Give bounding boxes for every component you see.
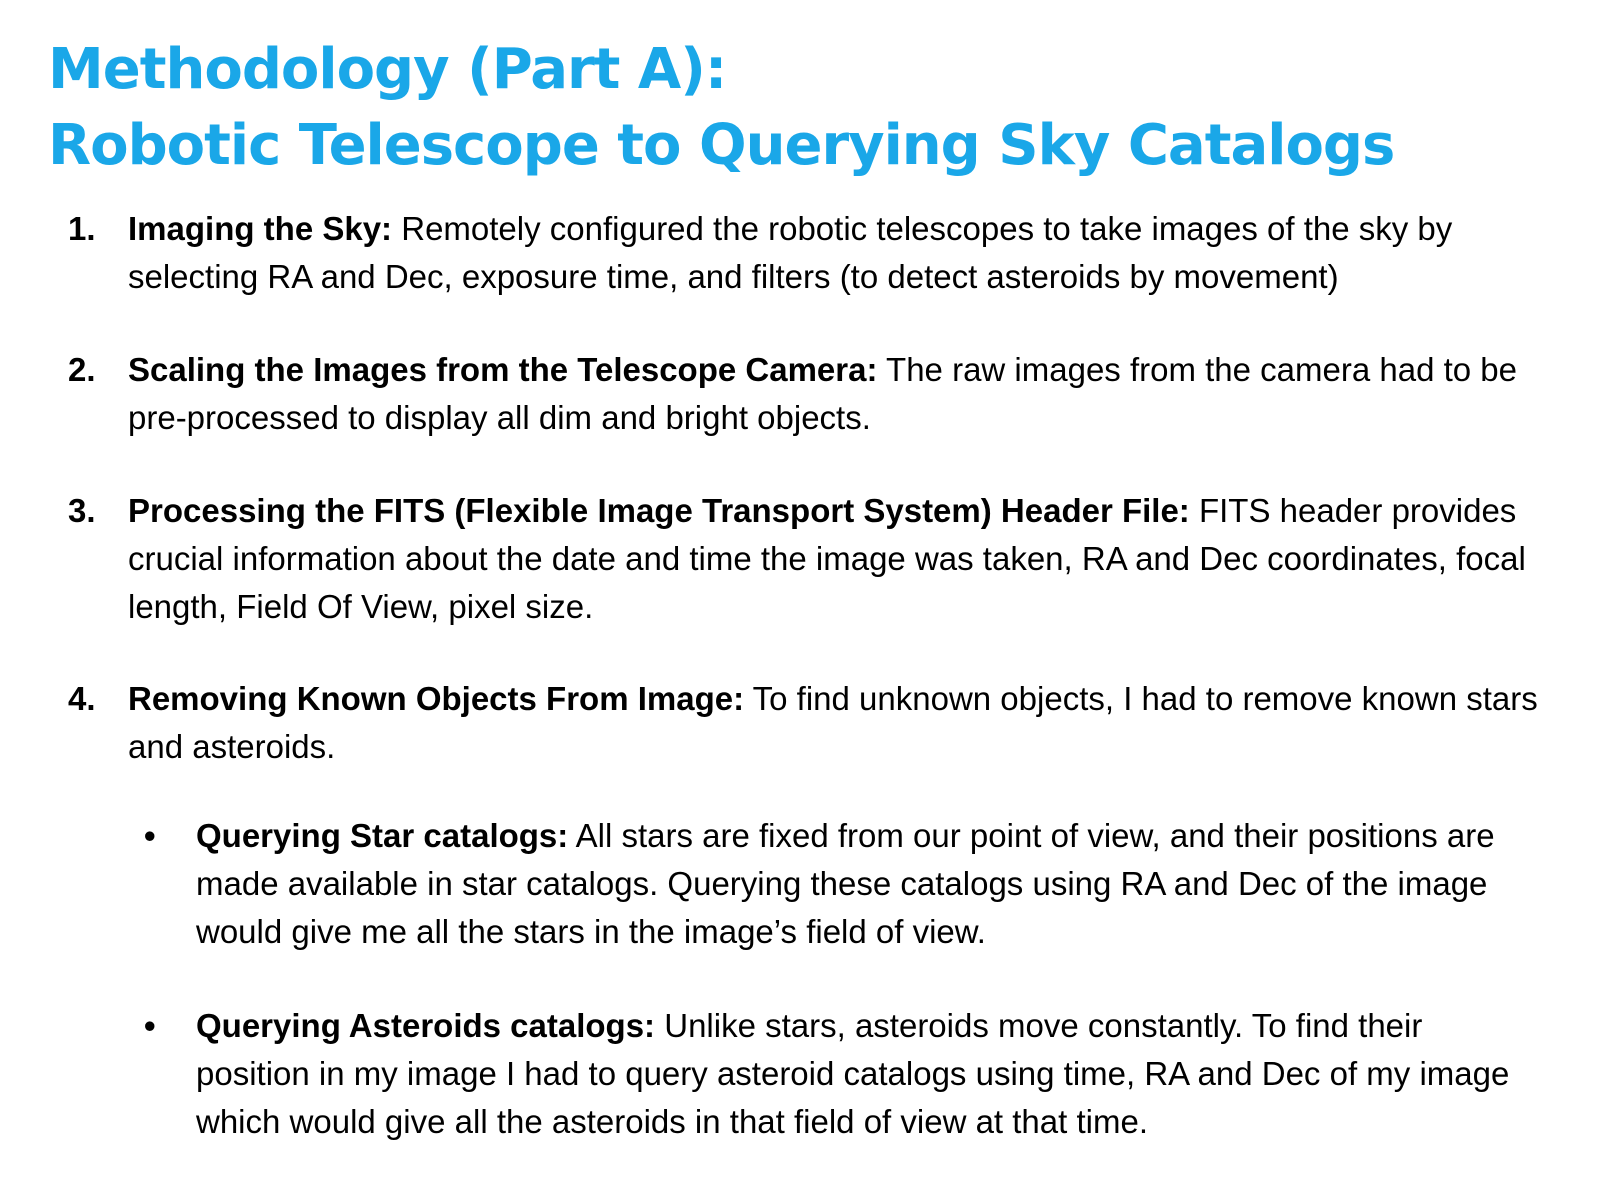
step-text: The raw images from the camera had to be pre-processed to display all dim and bright objects. [128,351,1518,436]
step-heading: Imaging the Sky: [128,210,393,247]
step-removing-known-objects [68,675,1568,771]
bullet-querying-asteroid-catalogs [144,1002,1516,1146]
bullet-text: Unlike stars, asteroids move constantly. To find their position in my image I had to query asteroid catalogs using time, RA and Dec of my image which would give all the asteroids in that field of view at that time. [196,1007,1510,1140]
methodology-steps [68,205,1568,819]
bullet-heading: Querying Star catalogs: [196,817,569,854]
step-processing-fits-header [68,487,1568,631]
bullet-text: All stars are fixed from our point of view, and their positions are made available in star catalogs. Querying these catalogs using RA and Dec of the image would give me all the stars in the image’s field of view. [196,817,1495,950]
step-number: 1. [68,210,96,247]
step-imaging-the-sky [68,205,1568,301]
step-heading: Scaling the Images from the Telescope Camera: [128,351,878,388]
step-text: To find unknown objects, I had to remove known stars and asteroids. [128,680,1538,765]
bullet-querying-star-catalogs [144,812,1516,956]
bullet-marker: • [144,1007,156,1044]
step-heading: Processing the FITS (Flexible Image Transport System) Header File: [128,492,1190,529]
step-number: 2. [68,351,96,388]
bullet-heading: Querying Asteroids catalogs: [196,1007,656,1044]
step-number: 4. [68,680,96,717]
catalog-query-bullets [68,812,1516,1146]
step-text: FITS header provides crucial information about the date and time the image was taken, RA and Dec coordinates, focal length, Field Of View, pixel size. [128,492,1526,625]
slide-title-line-2: Robotic Telescope to Querying Sky Catalogs [48,113,1395,178]
bullet-marker: • [144,817,156,854]
step-number: 3. [68,492,96,529]
slide-title [48,32,1394,184]
step-scaling-images [68,346,1568,442]
step-text: Remotely configured the robotic telescopes to take images of the sky by selecting RA and Dec, exposure time, and filters (to detect asteroids by movement) [128,210,1453,295]
slide-title-line-1: Methodology (Part A): [48,37,727,102]
step-heading: Removing Known Objects From Image: [128,680,745,717]
